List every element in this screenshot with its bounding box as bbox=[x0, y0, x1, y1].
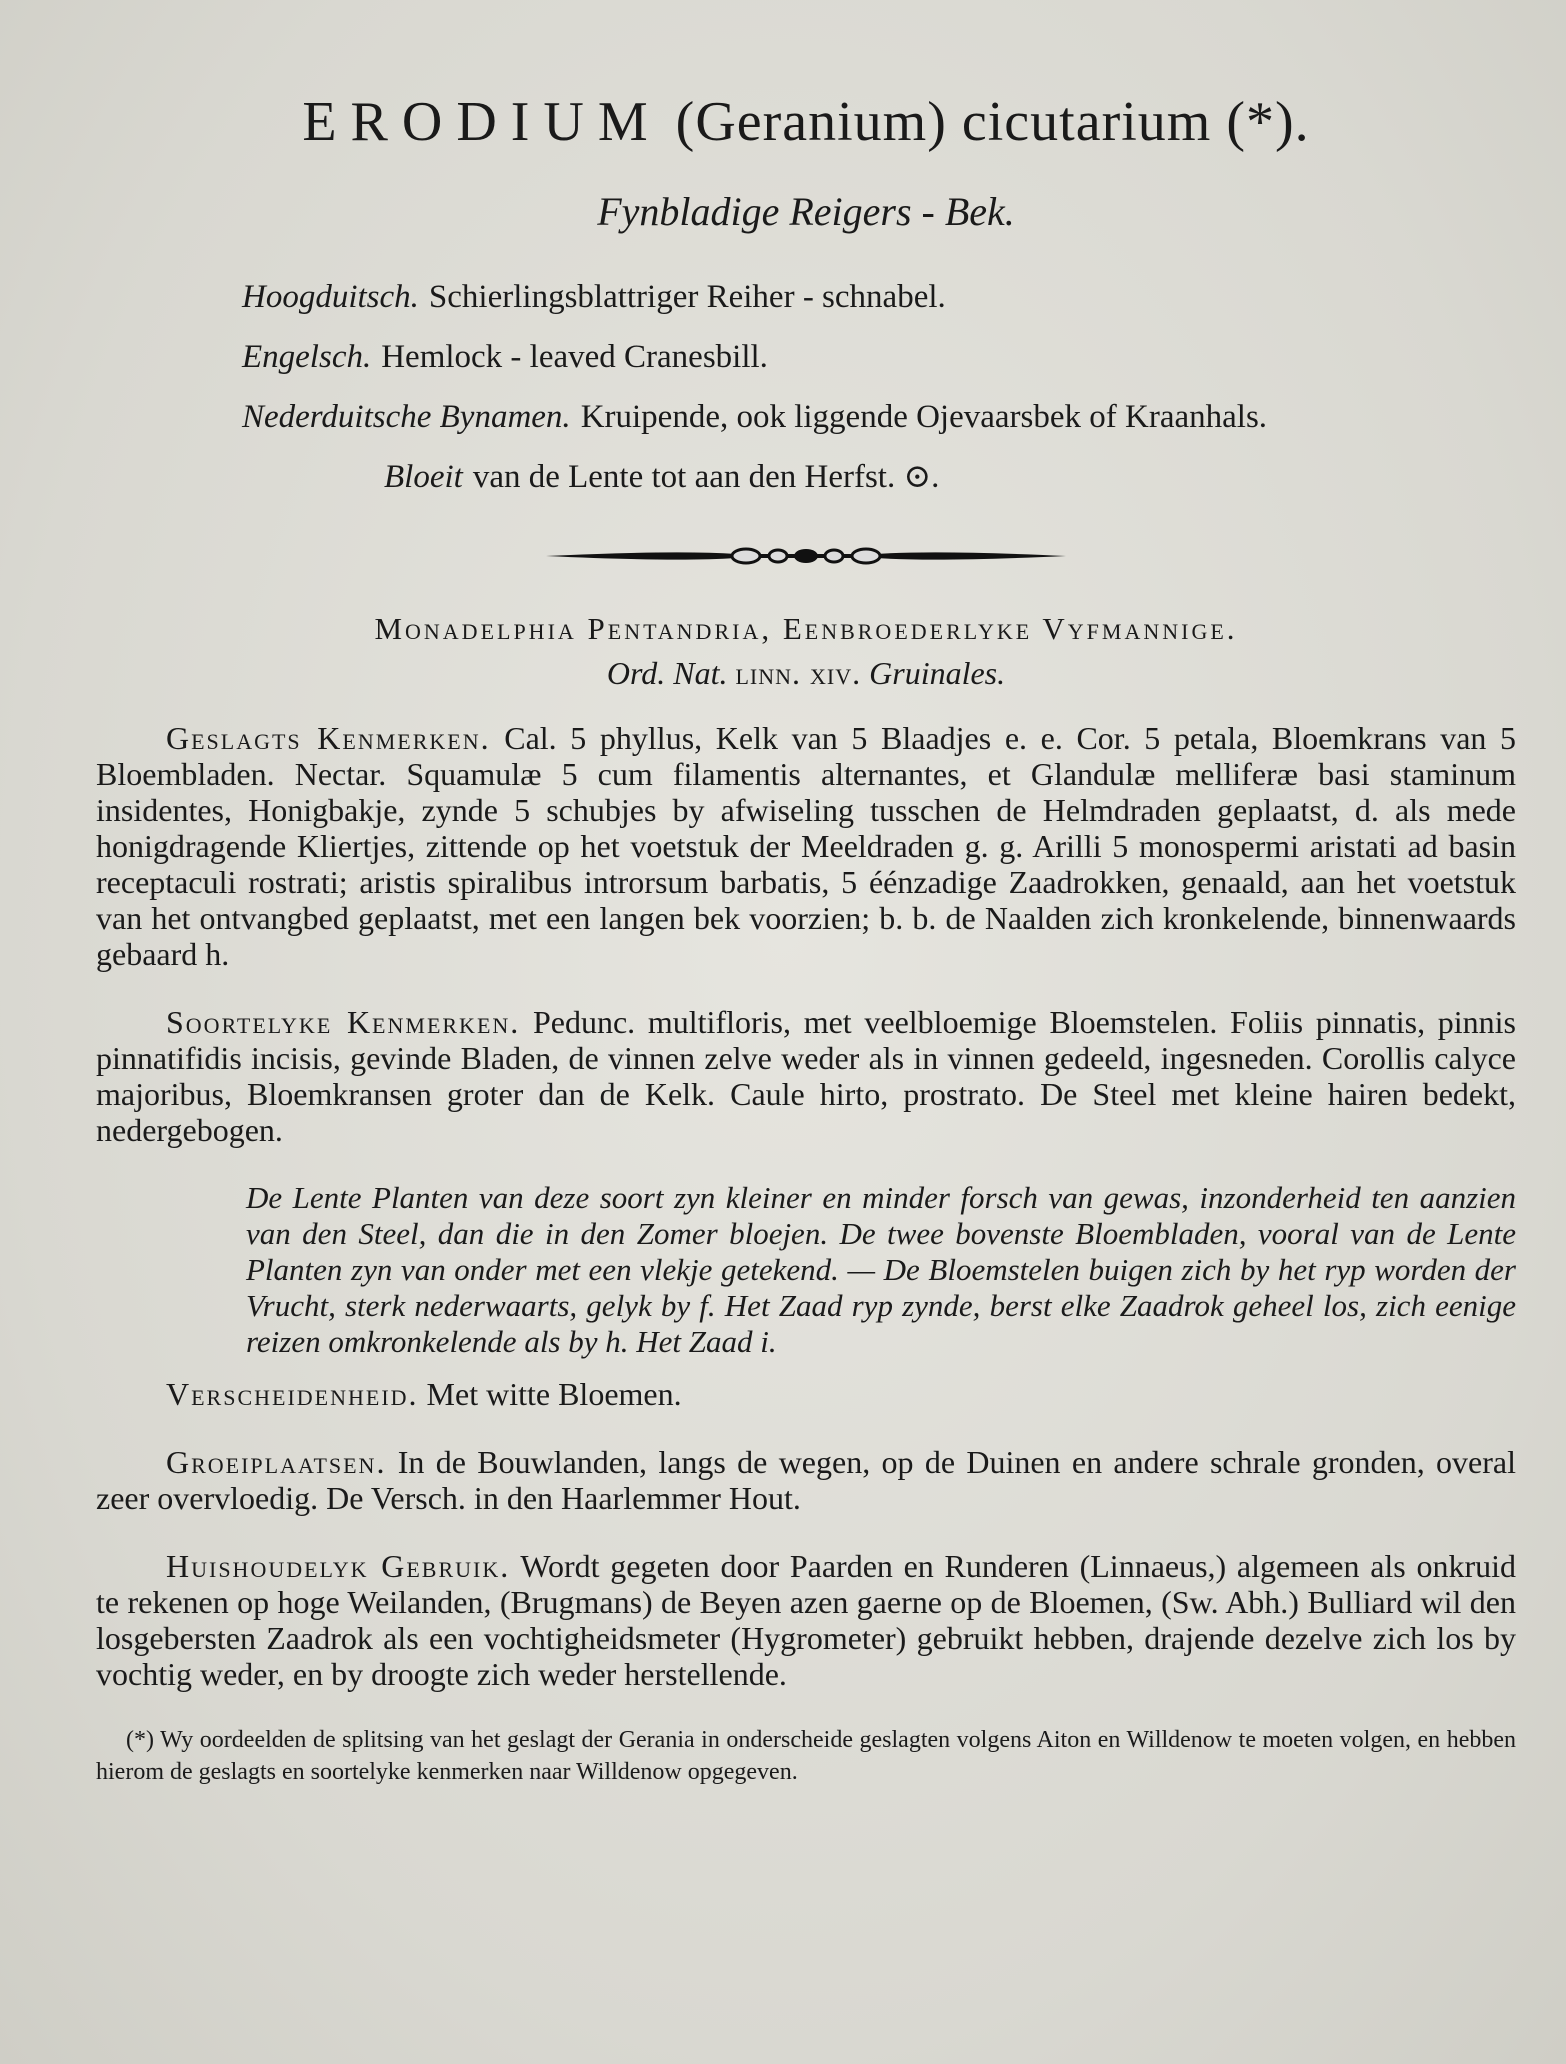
section-text: Pedunc. multifloris, met veelbloemige Bloemstelen. Foliis pinnatis, pinnis pinnatifidis incisis, gevinde Bladen, de vinnen zelve weder als in vinnen gedeeld, ingesneden. Corollis calyce majoribus, Bloemkransen groter dan de Kelk. Caule hirto, prostrato. De Steel met kleine hairen bedekt, nedergebogen. bbox=[96, 1004, 1517, 1148]
natural-order bbox=[96, 655, 1516, 692]
section-head: Geslagts Kenmerken. bbox=[166, 720, 491, 756]
name-line bbox=[242, 267, 1516, 327]
verscheidenheid-paragraph bbox=[96, 1376, 1516, 1412]
order-linn: linn. xiv. bbox=[735, 655, 862, 691]
soortelyke-paragraph bbox=[96, 1004, 1516, 1148]
section-text: Cal. 5 phyllus, Kelk van 5 Blaadjes e. e. Cor. 5 petala, Bloemkrans van 5 Bloembladen. Nectar. Squamulæ 5 cum filamentis alternantes, et Glandulæ melliferæ basi staminum insidentes, Honigbakje, zynde 5 schubjes by afwiseling tusschen de Helmdraden geplaatst, d. als mede honigdragende Kliertjes, zittende op het voetstuk der Meeldraden g. g. Arilli 5 monospermi aristati ad basin receptaculi rostrati; aristis spiralibus introrsum barbatis, 5 éénzadige Zaadrokken, genaald, aan het voetstuk van het ontvangbed geplaatst, met een langen bek voorzien; b. b. de Naalden zich kronkelende, binnenwaards gebaard h. bbox=[96, 720, 1517, 972]
name-value: Schierlingsblattriger Reiher - schnabel. bbox=[428, 279, 946, 315]
order-prefix: Ord. Nat. bbox=[606, 655, 728, 691]
groeiplaatsen-paragraph bbox=[96, 1444, 1516, 1516]
section-text: In de Bouwlanden, langs de wegen, op de Duinen en andere schrale gronden, overal zeer overvloedig. De Versch. in den Haarlemmer Hout. bbox=[96, 1444, 1516, 1516]
page-title bbox=[96, 90, 1516, 154]
page bbox=[96, 80, 1516, 1812]
section-head: Verscheidenheid. bbox=[166, 1376, 419, 1412]
italic-note: De Lente Planten van deze soort zyn kleiner en minder forsch van gewas, inzonderheid ten aanzien van den Steel, dan die in den Zomer bloejen. De twee bovenste Bloembladen, vooral van de Lente Planten zyn van onder met een vlekje getekend. — De Bloemstelen buigen zich by het ryp worden der Vrucht, sterk nederwaarts, gelyk by f. Het Zaad ryp zynde, berst elke Zaadrok geheel los, zich eenige reizen omkronkelende als by h. Het Zaad i. bbox=[246, 1180, 1516, 1359]
name-label: Engelsch. bbox=[242, 339, 372, 375]
order-name: Gruinales. bbox=[869, 655, 1006, 691]
title-species: (Geranium) cicutarium (*). bbox=[675, 91, 1310, 153]
name-value: Hemlock - leaved Cranesbill. bbox=[381, 339, 768, 375]
section-text: Met witte Bloemen. bbox=[418, 1376, 682, 1412]
name-line bbox=[242, 387, 1516, 447]
geslagts-paragraph bbox=[96, 720, 1516, 972]
classification: Monadelphia Pentandria, Eenbroederlyke Vyfmannige. bbox=[374, 611, 1238, 646]
bloei-label: Bloeit bbox=[384, 459, 463, 495]
footnote: (*) Wy oordeelden de splitsing van het geslagt der Gerania in onderscheide geslagten volgens Aiton en Willdenow te moeten volgen, en hebben hierom de geslagts en soortelyke kenmerken naar Willdenow opgegeven. bbox=[96, 1727, 1516, 1785]
name-label: Nederduitsche Bynamen. bbox=[242, 399, 571, 435]
bloei-line bbox=[384, 447, 1516, 507]
subtitle: Fynbladige Reigers - Bek. bbox=[597, 189, 1015, 234]
bloei-value: van de Lente tot aan den Herfst. ⊙. bbox=[472, 459, 940, 495]
section-head: Soortelyke Kenmerken. bbox=[166, 1004, 521, 1040]
name-label: Hoogduitsch. bbox=[242, 279, 419, 315]
section-text: Wordt gegeten door Paarden en Runderen (Linnaeus,) algemeen als onkruid te rekenen op hoge Weilanden, (Brugmans) de Beyen azen gaerne op de Bloemen, (Sw. Abh.) Bulliard wil den losgebersten Zaadrok als een vochtigheidsmeter (Hygrometer) gebruikt hebben, drajende dezelve zich los by vochtig weder, en by droogte zich weder herstellende. bbox=[96, 1548, 1517, 1692]
title-genus: ERODIUM bbox=[302, 91, 662, 153]
section-head: Huishoudelyk Gebruik. bbox=[166, 1548, 511, 1584]
name-value: Kruipende, ook liggende Ojevaarsbek of Kraanhals. bbox=[580, 399, 1268, 435]
vernacular-names bbox=[242, 267, 1516, 507]
section-head: Groeiplaatsen. bbox=[166, 1444, 387, 1480]
name-line bbox=[242, 327, 1516, 387]
ornament-divider bbox=[546, 541, 1066, 571]
huishoudelyk-paragraph bbox=[96, 1548, 1516, 1692]
